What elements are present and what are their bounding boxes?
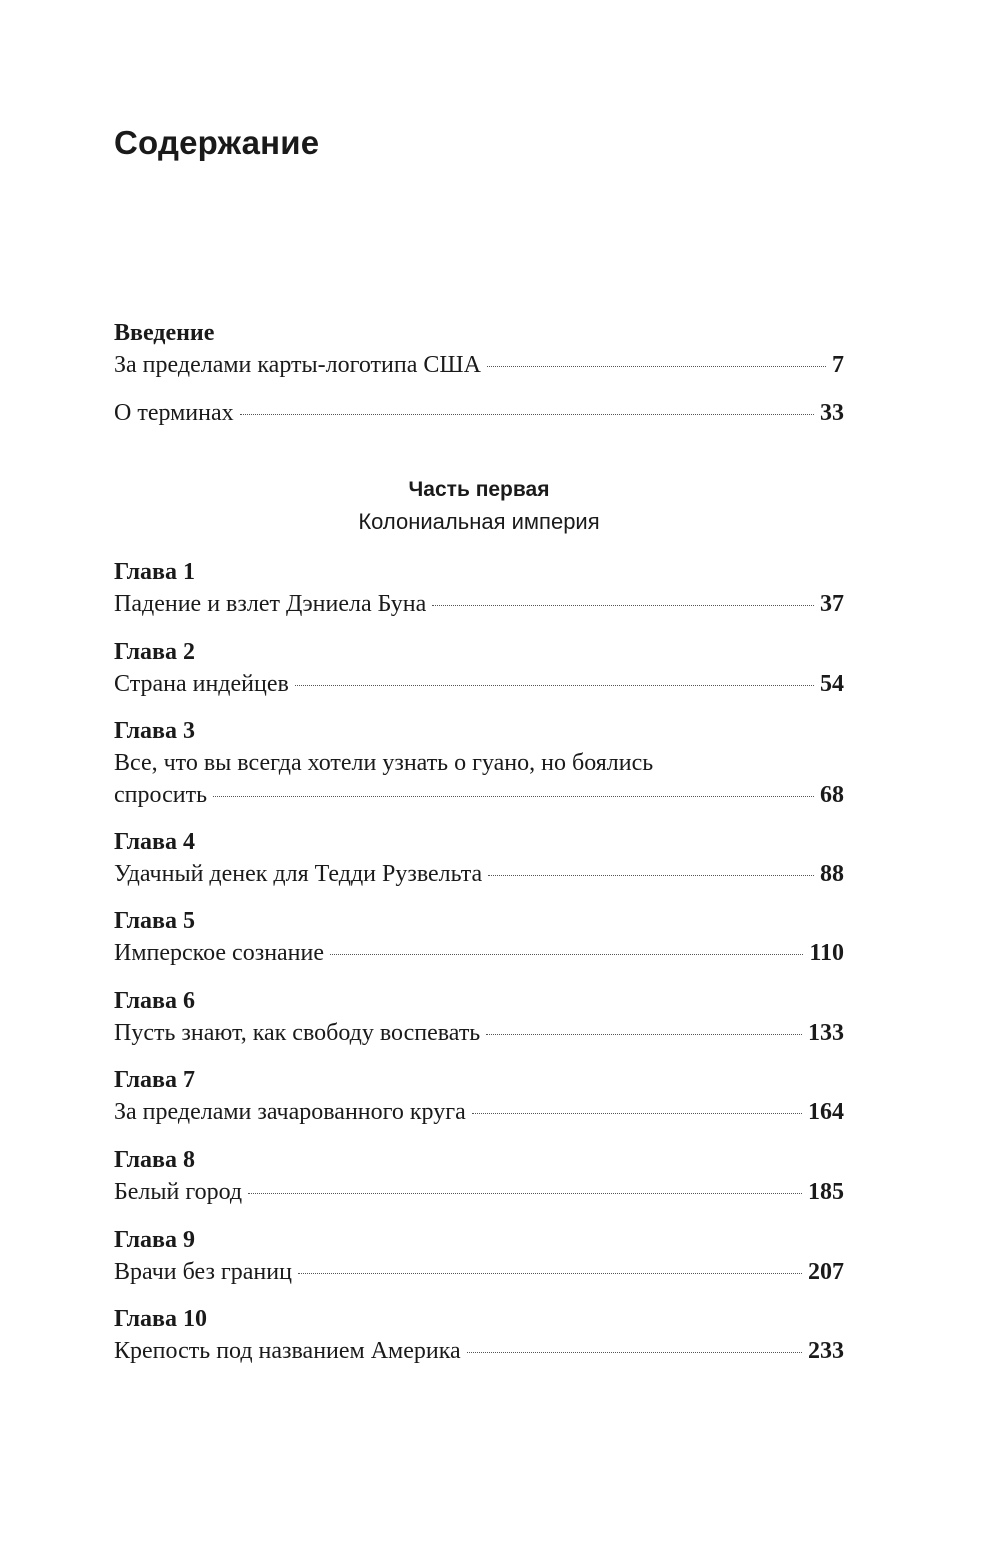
entry-title: Страна индейцев (114, 671, 289, 697)
toc-entry[interactable] (114, 397, 844, 429)
toc-entry[interactable] (114, 349, 844, 381)
chapter-entry[interactable] (114, 1303, 844, 1367)
page-number: 185 (808, 1179, 844, 1205)
entry-title-line: Все, что вы всегда хотели узнать о гуано, но боялись (114, 750, 654, 776)
entry-title: спросить (114, 782, 208, 808)
chapter-label: Глава 8 (114, 1147, 195, 1173)
dot-leader (330, 954, 803, 955)
chapter-label: Глава 6 (114, 988, 195, 1014)
page-number: 7 (832, 352, 844, 378)
intro-section (114, 317, 844, 429)
page-number: 133 (808, 1020, 844, 1046)
page-number: 207 (808, 1259, 844, 1285)
page-number: 54 (820, 671, 844, 697)
entry-title: Падение и взлет Дэниела Буна (114, 591, 427, 617)
page-number: 68 (820, 782, 844, 808)
chapter-entry[interactable] (114, 985, 844, 1049)
entry-title: Белый город (114, 1179, 243, 1205)
dot-leader (472, 1113, 802, 1114)
entry-title: Удачный денек для Тедди Рузвельта (114, 861, 483, 887)
dot-leader (487, 366, 826, 367)
chapter-entry[interactable] (114, 1224, 844, 1288)
chapter-label: Глава 10 (114, 1306, 207, 1332)
page-number: 88 (820, 861, 844, 887)
dot-leader (295, 685, 814, 686)
chapter-entry[interactable] (114, 1144, 844, 1208)
chapter-label: Глава 2 (114, 639, 195, 665)
chapter-label: Глава 9 (114, 1227, 195, 1253)
toc-entry[interactable] (114, 668, 844, 700)
entry-title: Имперское сознание (114, 940, 325, 966)
toc-entry[interactable] (114, 588, 844, 620)
dot-leader (298, 1273, 802, 1274)
toc-entry[interactable] (114, 779, 844, 811)
dot-leader (467, 1352, 802, 1353)
dot-leader (240, 414, 814, 415)
toc-entry[interactable] (114, 1256, 844, 1288)
toc-entry[interactable] (114, 858, 844, 890)
entry-title: Крепость под названием Америка (114, 1338, 461, 1364)
toc-entry[interactable] (114, 1176, 844, 1208)
page-number: 164 (808, 1099, 844, 1125)
page-number: 37 (820, 591, 844, 617)
chapter-entry[interactable] (114, 556, 844, 620)
chapter-label: Глава 7 (114, 1067, 195, 1093)
chapter-label: Глава 3 (114, 718, 195, 744)
dot-leader (213, 796, 814, 797)
chapter-entry[interactable] (114, 905, 844, 969)
dot-leader (486, 1034, 802, 1035)
entry-title: О терминах (114, 400, 234, 426)
entry-title: Врачи без границ (114, 1259, 292, 1285)
page-number: 110 (809, 940, 844, 966)
entry-title: За пределами зачарованного круга (114, 1099, 466, 1125)
dot-leader (488, 875, 814, 876)
part-subtitle: Колониальная империя (358, 509, 600, 534)
toc-entry[interactable] (114, 1017, 844, 1049)
page-number: 233 (808, 1338, 844, 1364)
toc-entry[interactable] (114, 937, 844, 969)
toc-entry[interactable] (114, 1335, 844, 1367)
chapter-label: Глава 4 (114, 829, 195, 855)
dot-leader (248, 1193, 802, 1194)
dot-leader (432, 605, 814, 606)
entry-title: Пусть знают, как свободу воспевать (114, 1020, 481, 1046)
chapter-entry[interactable] (114, 1064, 844, 1128)
entry-title: За пределами карты-логотипа США (114, 352, 481, 378)
chapter-entry[interactable] (114, 715, 844, 811)
page-title: Содержание (114, 124, 320, 161)
chapter-entry[interactable] (114, 826, 844, 890)
toc-entry[interactable] (114, 1096, 844, 1128)
part-title: Часть первая (408, 478, 550, 501)
chapter-label: Глава 5 (114, 908, 195, 934)
part-header (114, 475, 844, 539)
chapter-entry[interactable] (114, 636, 844, 700)
intro-heading: Введение (114, 320, 215, 346)
chapter-label: Глава 1 (114, 559, 195, 585)
page-number: 33 (820, 400, 844, 426)
